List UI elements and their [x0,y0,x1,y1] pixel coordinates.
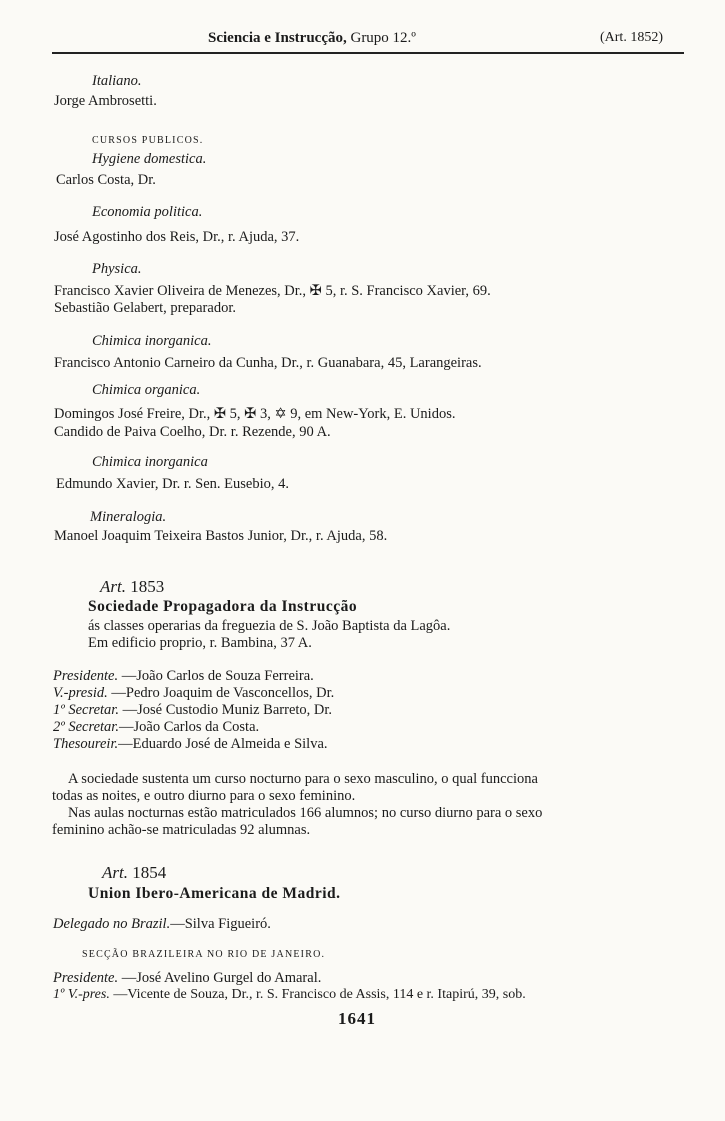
art-1853-paragraph-line: feminino achão-se matriculadas 92 alumnas. [52,822,311,838]
officer-row: 2º Secretar.—João Carlos da Costa. [53,719,260,735]
page-number: 1641 [338,1009,376,1028]
art-1853-line-2: Em edificio proprio, r. Bambina, 37 A. [88,635,312,651]
chimica-organica-heading: Chimica organica. [92,382,201,398]
chimica-inorganica-heading: Chimica inorganica. [92,333,212,349]
mineralogia-entry: Manoel Joaquim Teixeira Bastos Junior, Dr., r. Ajuda, 58. [54,528,388,544]
economia-heading: Economia politica. [92,204,203,220]
seccao-heading: SECÇÃO BRAZILEIRA NO RIO DE JANEIRO. [82,949,326,960]
delegado-row: Delegado no Brazil.—Silva Figueiró. [53,916,271,932]
chimica-inorganica-2-heading: Chimica inorganica [92,454,208,470]
economia-entry: José Agostinho dos Reis, Dr., r. Ajuda, 37. [54,229,300,245]
art-1853-line-1: ás classes operarias da freguezia de S. João Baptista da Lagôa. [88,618,451,634]
italiano-heading: Italiano. [92,73,142,89]
header-rule [52,52,684,54]
physica-heading: Physica. [92,261,142,277]
officer-row: Presidente. —José Avelino Gurgel do Amaral. [53,970,322,986]
art-1854-heading: Art. 1854 [102,863,167,882]
officer-row: Presidente. —João Carlos de Souza Ferreira. [53,668,314,684]
officer-row: 1º V.-pres. —Vicente de Souza, Dr., r. S. Francisco de Assis, 114 e r. Itapirú, 39, sob. [53,987,526,1002]
hygiene-heading: Hygiene domestica. [92,151,207,167]
italiano-entry: Jorge Ambrosetti. [54,93,157,109]
cursos-publicos-heading: CURSOS PUBLICOS. [92,135,204,146]
header-group: Grupo 12.º [350,30,416,46]
art-1853-paragraph-line: todas as noites, e outro diurno para o sexo feminino. [52,788,356,804]
chimica-inorganica-entry: Francisco Antonio Carneiro da Cunha, Dr., r. Guanabara, 45, Larangeiras. [54,355,482,371]
chimica-organica-entry-2: Candido de Paiva Coelho, Dr. r. Rezende, 90 A. [54,424,331,440]
officer-row: V.-presid. —Pedro Joaquim de Vasconcellos, Dr. [53,685,335,701]
art-1853-paragraph-line: A sociedade sustenta um curso nocturno para o sexo masculino, o qual funcciona [68,771,538,787]
art-1853-heading: Art. 1853 [100,577,165,596]
officer-row: 1º Secretar. —José Custodio Muniz Barreto, Dr. [53,702,333,718]
art-1854-society-name: Union Ibero-Americana de Madrid. [88,885,341,902]
mineralogia-heading: Mineralogia. [90,509,167,525]
running-header [0,30,725,52]
officer-row: Thesoureir.—Eduardo José de Almeida e Silva. [53,736,328,752]
physica-entry-2: Sebastião Gelabert, preparador. [54,300,236,316]
chimica-inorganica-2-entry: Edmundo Xavier, Dr. r. Sen. Eusebio, 4. [56,476,289,492]
hygiene-entry: Carlos Costa, Dr. [56,172,156,188]
art-1853-society-name: Sociedade Propagadora da Instrucção [88,598,358,615]
physica-entry-1: Francisco Xavier Oliveira de Menezes, Dr., ✠ 5, r. S. Francisco Xavier, 69. [54,283,491,299]
header-article-ref: (Art. 1852) [600,30,663,45]
art-1853-paragraph-line: Nas aulas nocturnas estão matriculados 166 alumnos; no curso diurno para o sexo [68,805,543,821]
chimica-organica-entry-1: Domingos José Freire, Dr., ✠ 5, ✠ 3, ✡ 9, em New-York, E. Unidos. [54,406,456,422]
header-title: Sciencia e Instrucção, Grupo 12.º [208,30,416,46]
